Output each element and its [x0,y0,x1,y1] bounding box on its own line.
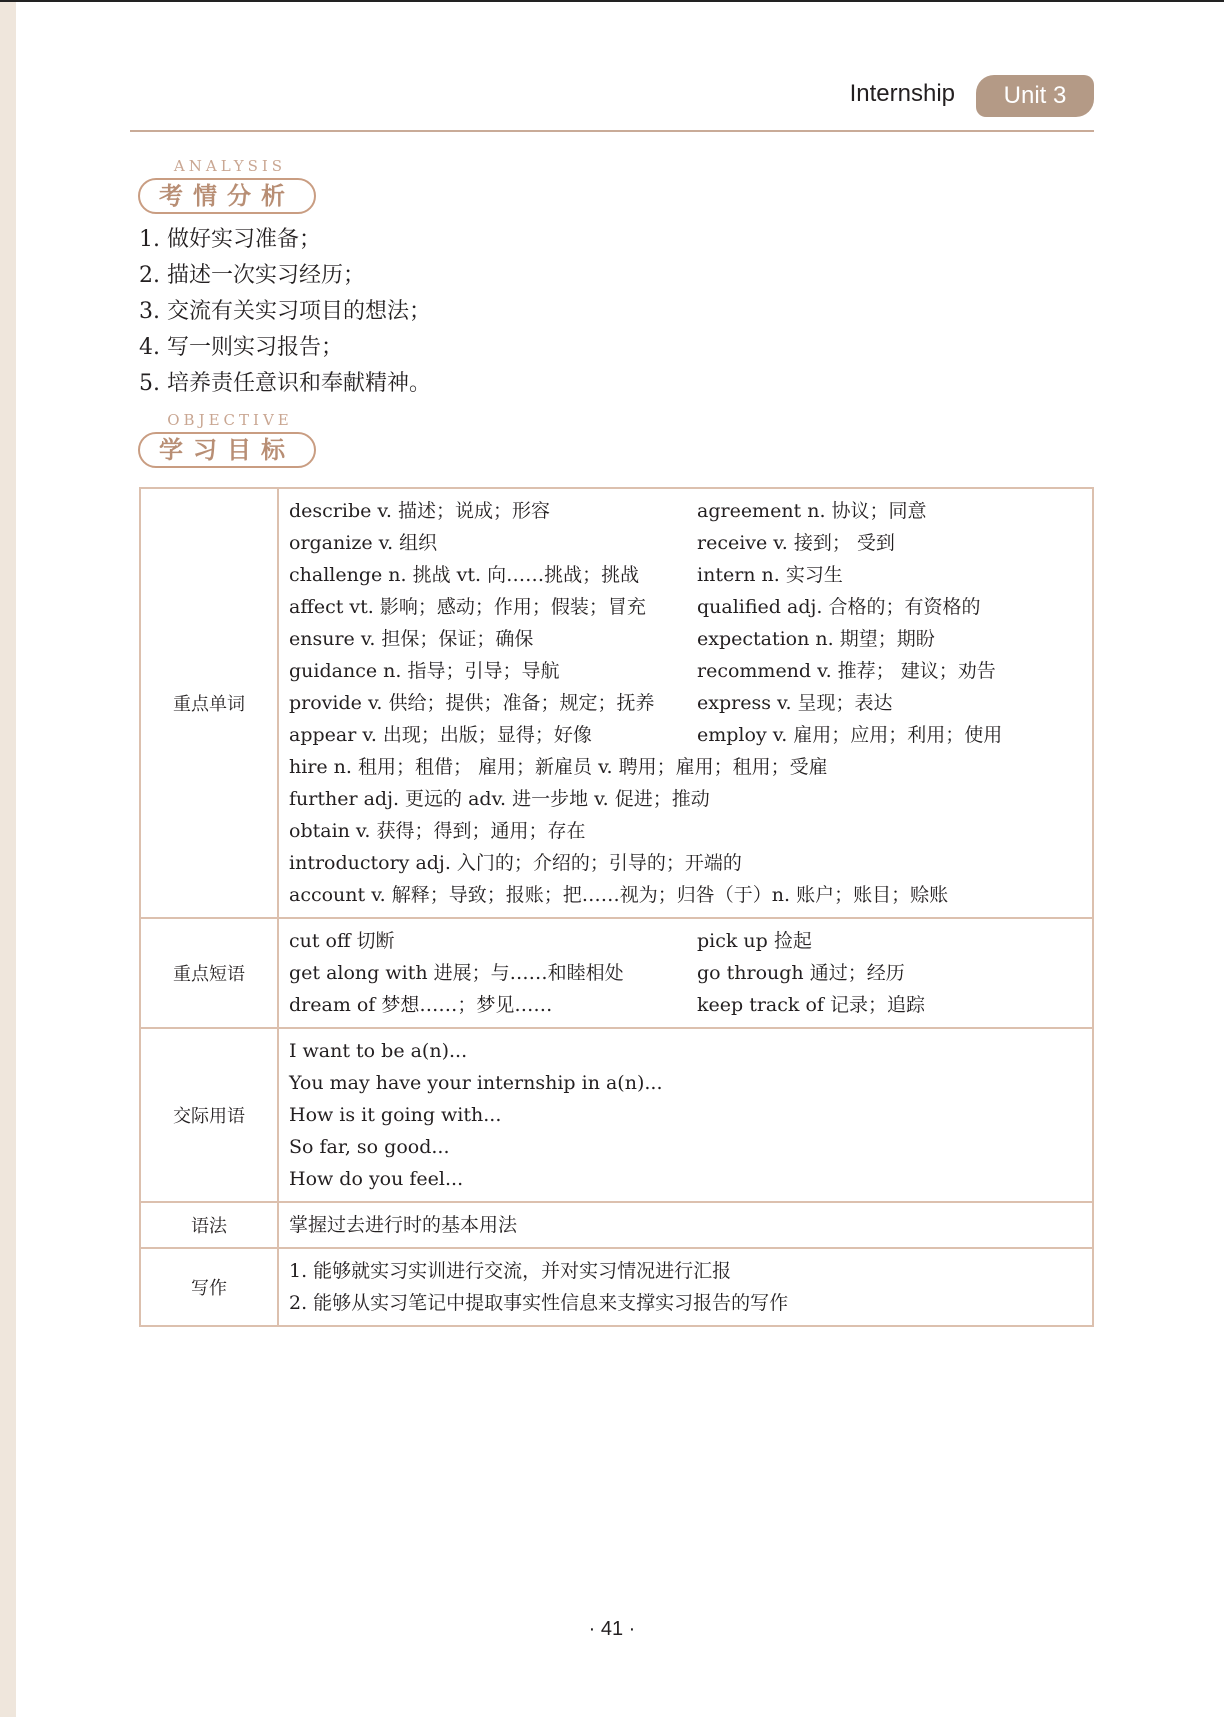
content-line [289,847,1092,879]
entry-right: recommend v. 推荐； 建议；劝告 [697,660,996,682]
entry-right: go through 通过；经历 [697,962,905,984]
content-line [289,751,1092,783]
content-line [289,495,1092,527]
analysis-heading-cn: 考情分析 [138,178,316,214]
row-label: 重点单词 [140,488,278,918]
entry-left: I want to be a(n)... [289,1040,468,1062]
table-row [140,1028,1093,1202]
entry-left: obtain v. 获得；得到；通用；存在 [289,820,586,842]
entry-right: qualified adj. 合格的；有资格的 [697,596,981,618]
content-line [289,591,1092,623]
content-line [289,719,1092,751]
row-label: 重点短语 [140,918,278,1028]
entry-right: agreement n. 协议；同意 [697,500,927,522]
content-line [289,815,1092,847]
entry-right: express v. 呈现；表达 [697,692,893,714]
entry-left: 掌握过去进行时的基本用法 [289,1214,518,1236]
content-line [289,989,1092,1021]
entry-left: get along with 进展；与……和睦相处 [289,962,624,984]
entry-left: challenge n. 挑战 vt. 向……挑战；挑战 [289,564,640,586]
entry-left: hire n. 租用；租借； 雇用；新雇员 v. 聘用；雇用；租用；受雇 [289,756,828,778]
row-label: 写作 [140,1248,278,1326]
entry-left: appear v. 出现；出版；显得；好像 [289,724,592,746]
entry-left: 2. 能够从实习笔记中提取事实性信息来支撑实习报告的写作 [289,1292,789,1314]
content-line [289,687,1092,719]
analysis-list [139,222,431,402]
entry-left: You may have your internship in a(n)... [289,1072,663,1094]
row-content [278,1202,1093,1248]
objective-table [139,487,1094,1327]
unit-badge: Unit 3 [976,75,1094,117]
entry-left: How is it going with... [289,1104,502,1126]
entry-left: further adj. 更远的 adv. 进一步地 v. 促进；推动 [289,788,710,810]
content-line [289,559,1092,591]
analysis-heading-en: ANALYSIS [173,157,287,175]
row-content [278,488,1093,918]
content-line [289,623,1092,655]
page-spine-shade [0,0,16,1717]
entry-right: employ v. 雇用；应用；利用；使用 [697,724,1003,746]
entry-left: organize v. 组织 [289,532,438,554]
content-line [289,783,1092,815]
content-line [289,1255,1092,1287]
entry-right: expectation n. 期望；期盼 [697,628,935,650]
row-content [278,1248,1093,1326]
objective-heading-en: OBJECTIVE [167,411,293,429]
entry-left: affect vt. 影响；感动；作用；假装；冒充 [289,596,646,618]
table-row [140,1202,1093,1248]
entry-left: 1. 能够就实习实训进行交流，并对实习情况进行汇报 [289,1260,732,1282]
entry-left: ensure v. 担保；保证；确保 [289,628,534,650]
content-line [289,527,1092,559]
row-content [278,918,1093,1028]
entry-left: introductory adj. 入门的；介绍的；引导的；开端的 [289,852,742,874]
entry-right: pick up 捡起 [697,930,812,952]
entry-left: cut off 切断 [289,930,395,952]
content-line [289,1035,1092,1067]
entry-left: How do you feel... [289,1168,464,1190]
list-item: 2. 描述一次实习经历； [139,263,365,288]
top-border-line [0,0,1224,2]
entry-left: describe v. 描述；说成；形容 [289,500,550,522]
objective-heading-cn: 学习目标 [138,432,316,468]
entry-right: intern n. 实习生 [697,564,843,586]
content-line [289,957,1092,989]
entry-left: So far, so good... [289,1136,450,1158]
header-course-title: Internship [849,80,955,107]
content-line [289,1131,1092,1163]
entry-left: dream of 梦想……；梦见…… [289,994,553,1016]
entry-left: provide v. 供给；提供；准备；规定；抚养 [289,692,655,714]
content-line [289,879,1092,911]
table-row [140,1248,1093,1326]
content-line [289,925,1092,957]
content-line [289,1287,1092,1319]
list-item: 1. 做好实习准备； [139,227,321,252]
page-number: · 41 · [588,1618,636,1640]
row-label: 语法 [140,1202,278,1248]
entry-left: guidance n. 指导；引导；导航 [289,660,560,682]
content-line [289,1099,1092,1131]
table-row [140,488,1093,918]
entry-right: keep track of 记录；追踪 [697,994,925,1016]
table-row [140,918,1093,1028]
row-label: 交际用语 [140,1028,278,1202]
content-line [289,1163,1092,1195]
list-item: 4. 写一则实习报告； [139,335,343,360]
content-line [289,655,1092,687]
row-content [278,1028,1093,1202]
list-item: 3. 交流有关实习项目的想法； [139,299,431,324]
entry-right: receive v. 接到； 受到 [697,532,895,554]
content-line [289,1067,1092,1099]
content-line [289,1209,1092,1241]
entry-left: account v. 解释；导致；报账；把……视为；归咎（于）n. 账户；账目；赊账 [289,884,949,906]
list-item: 5. 培养责任意识和奉献精神。 [139,371,431,396]
header-divider [130,130,1094,132]
